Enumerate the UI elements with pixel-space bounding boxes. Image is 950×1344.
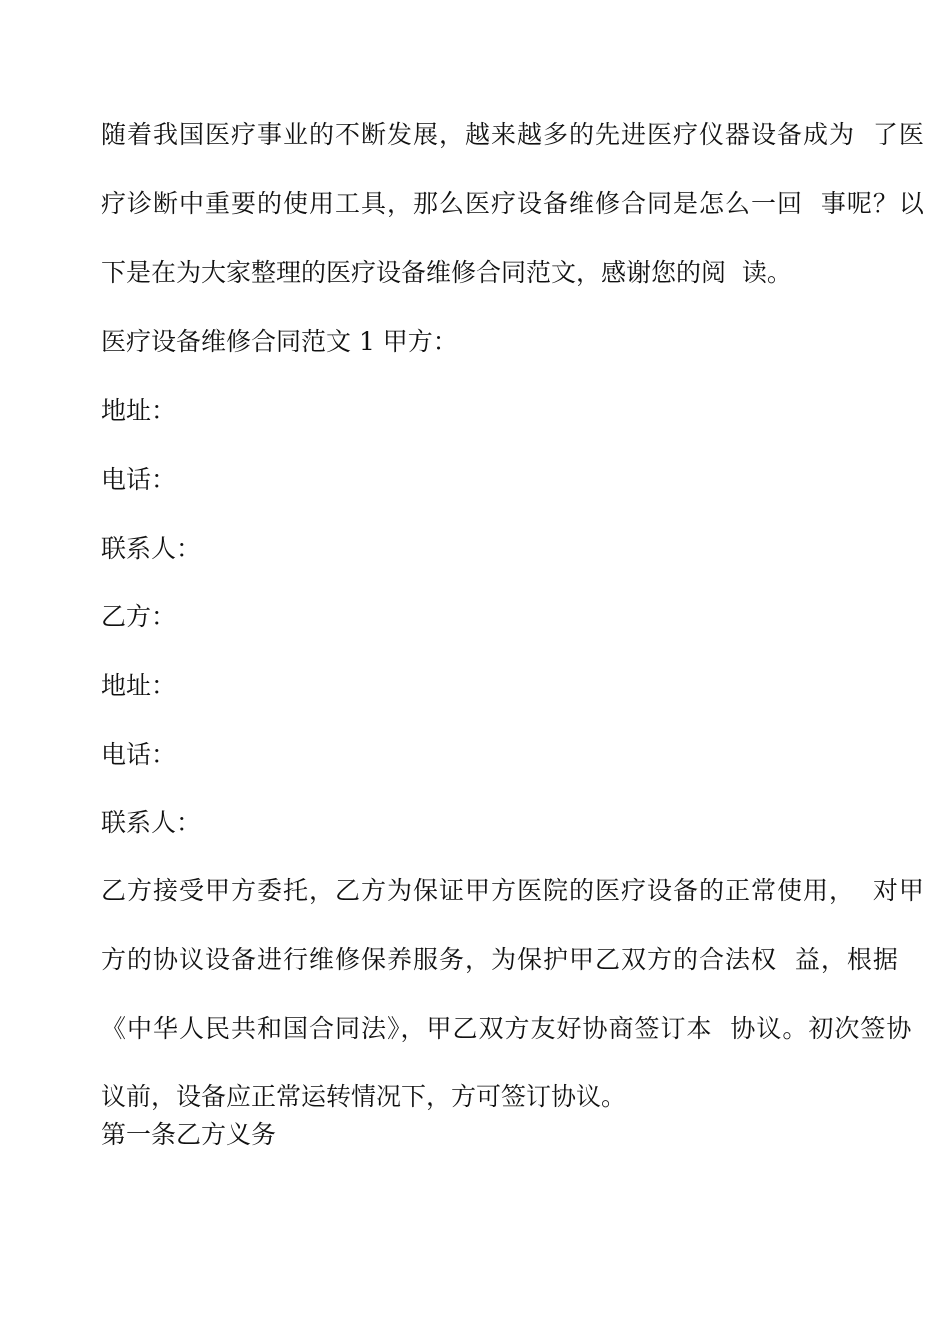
- party-b-address-label: 地址：: [101, 671, 177, 700]
- party-b-label: 乙方：: [101, 602, 177, 631]
- intro-line-1: 随着我国医疗事业的不断发展，越来越多的先进医疗仪器设备成为 了医: [101, 120, 925, 149]
- agreement-line-1: 乙方接受甲方委托，乙方为保证甲方医院的医疗设备的正常使用， 对甲: [101, 876, 925, 905]
- agreement-line-4: 议前，设备应正常运转情况下，方可签订协议。: [101, 1082, 627, 1111]
- contract-heading: 医疗设备维修合同范文 1 甲方：: [101, 327, 458, 356]
- party-a-contact-label: 联系人：: [101, 534, 202, 563]
- party-b-phone-label: 电话：: [101, 740, 177, 769]
- party-a-phone-label: 电话：: [101, 465, 177, 494]
- agreement-line-3: 《中华人民共和国合同法》，甲乙双方友好协商签订本 协议。初次签协: [101, 1014, 913, 1043]
- party-a-address-label: 地址：: [101, 396, 177, 425]
- article-1-title: 第一条乙方义务: [101, 1120, 277, 1149]
- party-b-contact-label: 联系人：: [101, 808, 202, 837]
- agreement-line-2: 方的协议设备进行维修保养服务，为保护甲乙双方的合法权 益，根据: [101, 945, 899, 974]
- intro-line-2: 疗诊断中重要的使用工具，那么医疗设备维修合同是怎么一回 事呢？以: [101, 189, 925, 218]
- intro-line-3: 下是在为大家整理的医疗设备维修合同范文，感谢您的阅 读。: [101, 258, 792, 287]
